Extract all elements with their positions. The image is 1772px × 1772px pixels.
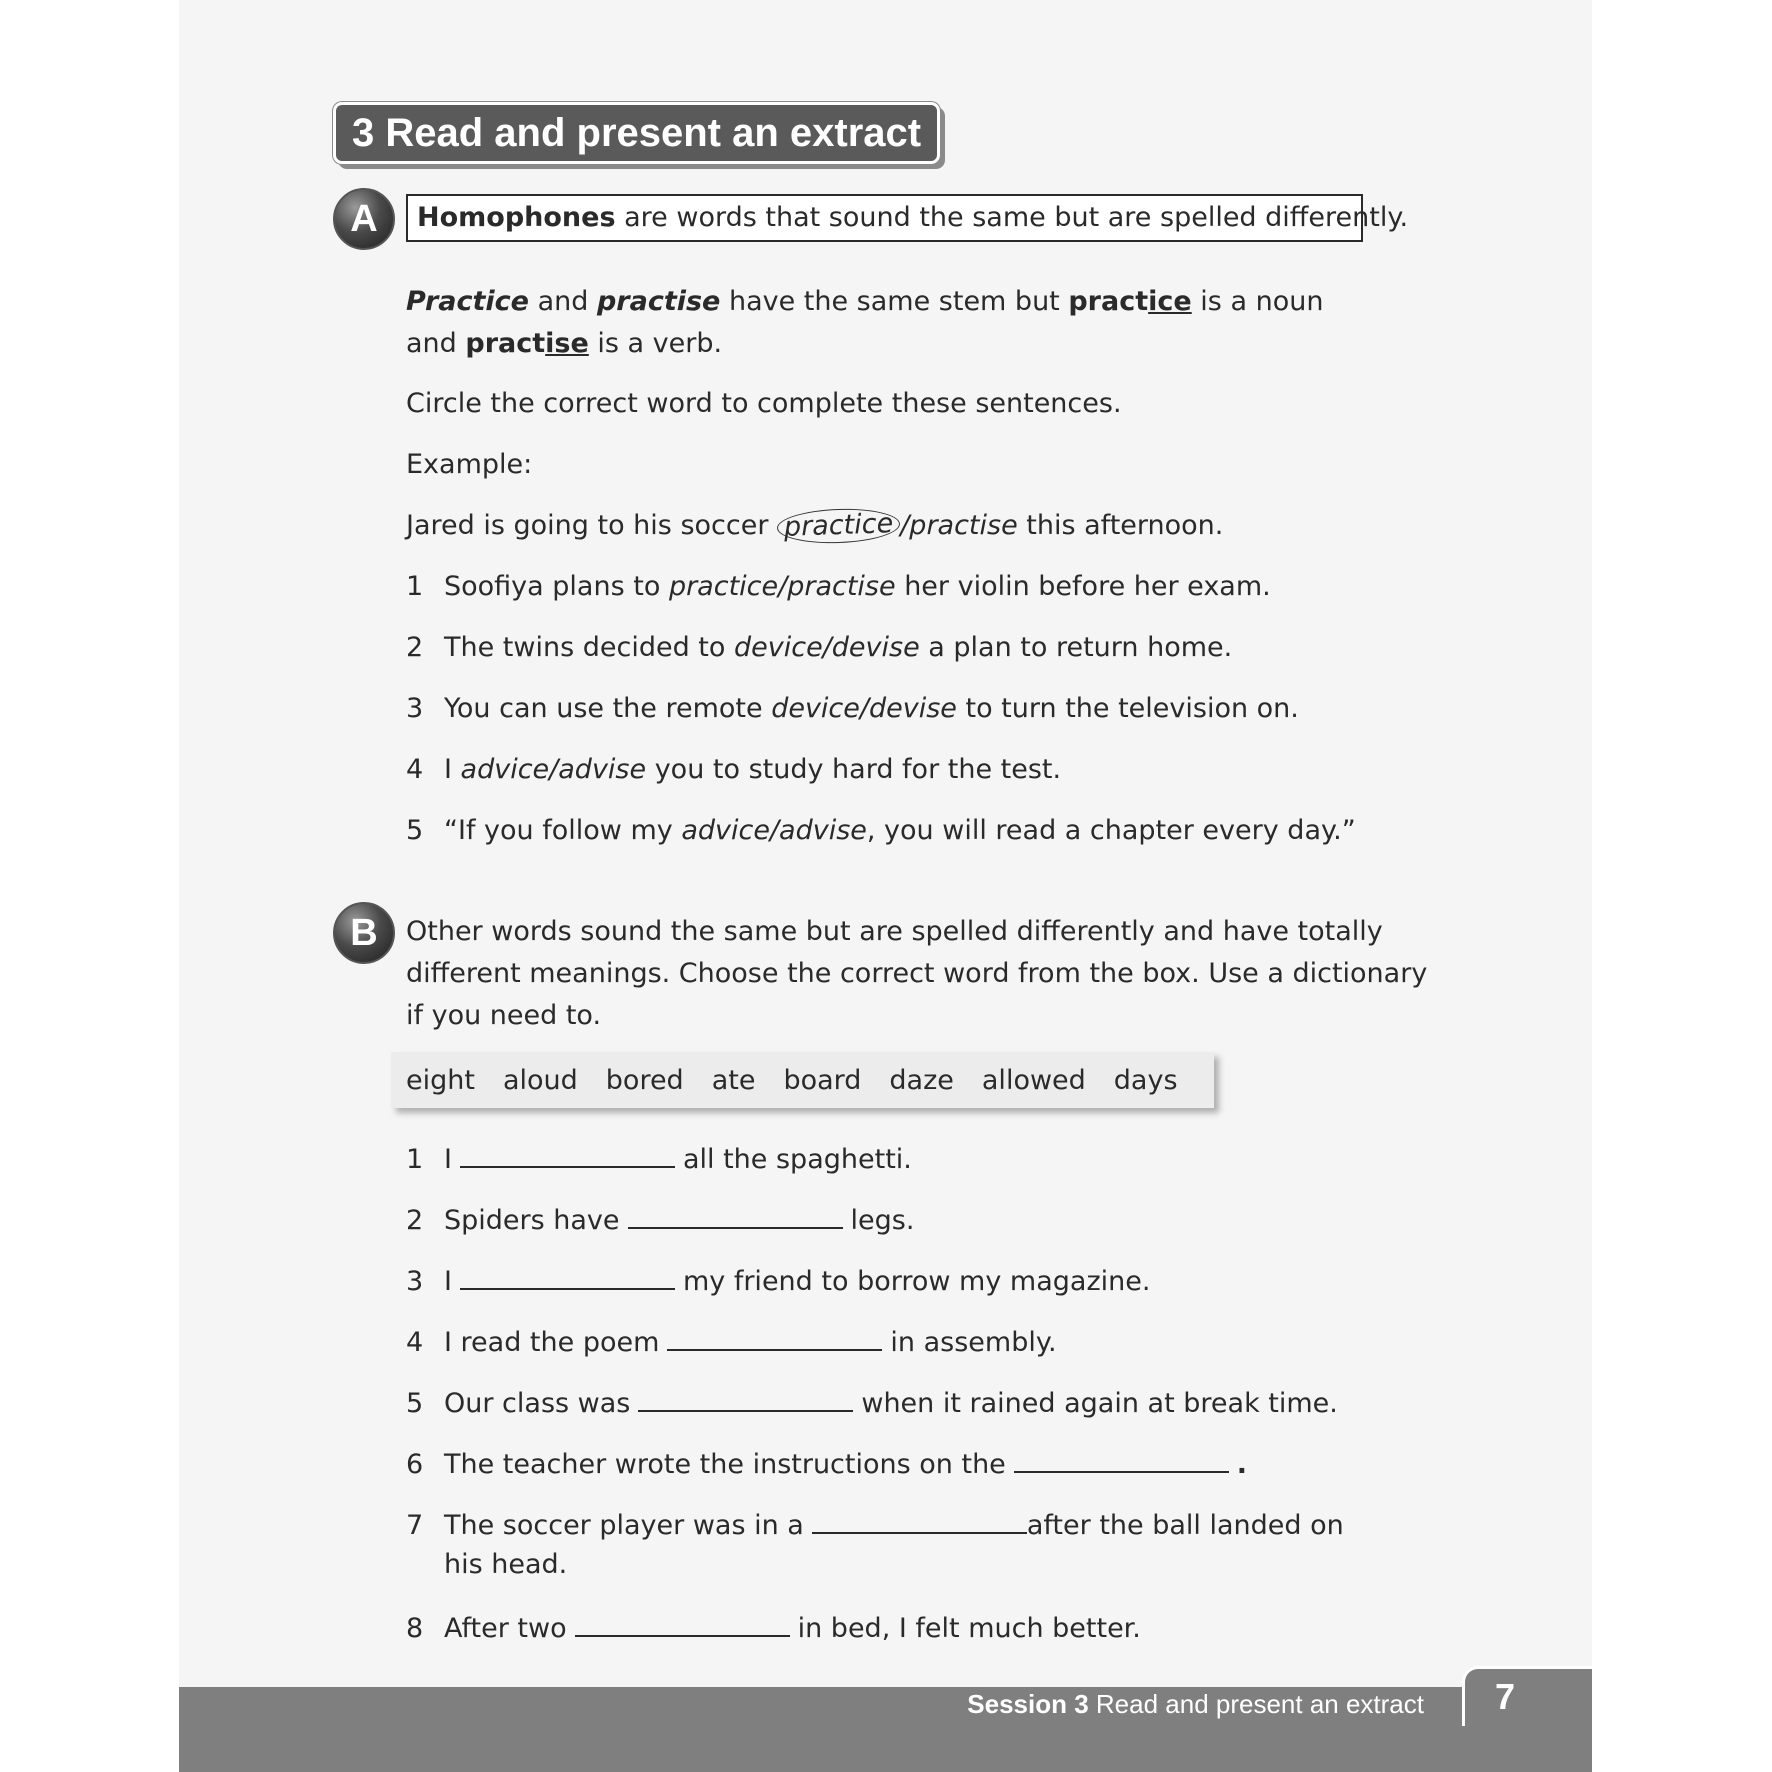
item-text: Our class was (444, 1388, 631, 1419)
word-option: daze (889, 1064, 954, 1096)
definition-box (406, 194, 1409, 242)
list-item (406, 1502, 1344, 1547)
list-item (406, 1258, 1150, 1303)
item-text: to turn the television on. (956, 693, 1299, 724)
verb-ending: ise (545, 328, 589, 359)
list-item (406, 688, 1299, 730)
item-number: 2 (406, 1205, 424, 1236)
word-option: days (1113, 1064, 1178, 1096)
item-number: 6 (406, 1449, 424, 1480)
word-choice[interactable]: advice/advise (681, 815, 867, 846)
word-choice[interactable]: device/devise (734, 632, 920, 663)
item-text: Spiders have (444, 1205, 620, 1236)
word-choice[interactable]: advice/advise (460, 754, 647, 785)
word-practice: Practice (406, 286, 529, 317)
word-option: eight (406, 1064, 475, 1096)
word-practise: practise (596, 286, 721, 317)
list-item (406, 1319, 1057, 1364)
item-text: in assembly. (890, 1327, 1057, 1358)
item-text: The teacher wrote the instructions on the (444, 1449, 1006, 1480)
circled-answer: practice (776, 507, 900, 545)
page-number: 7 (1462, 1666, 1592, 1726)
item-text: I (444, 754, 461, 785)
word-option: bored (605, 1064, 684, 1096)
word-option: allowed (981, 1064, 1086, 1096)
item-text: my friend to borrow my magazine. (682, 1266, 1151, 1297)
intro-line-1 (406, 281, 1323, 323)
intro-text: is a noun (1191, 286, 1324, 317)
answer-blank[interactable] (460, 1258, 675, 1290)
list-item (406, 810, 1356, 852)
item-number: 1 (406, 571, 424, 602)
answer-blank[interactable] (575, 1605, 790, 1637)
item-number: 8 (406, 1613, 424, 1644)
item-text: you to study hard for the test. (646, 754, 1062, 785)
section-b-intro-line: different meanings. Choose the correct word from the box. Use a dictionary (406, 958, 1428, 989)
noun-ending: ice (1148, 286, 1192, 317)
item-number: 5 (406, 815, 424, 846)
item-text: After two (444, 1613, 567, 1644)
item-text: a plan to return home. (919, 632, 1233, 663)
item-text: The soccer player was in a (444, 1510, 804, 1541)
item-text: . (1236, 1449, 1248, 1480)
list-item-continuation: his head. (444, 1549, 568, 1580)
word-option: aloud (502, 1064, 578, 1096)
example-text: Jared is going to his soccer (406, 510, 778, 541)
answer-blank[interactable] (812, 1502, 1027, 1534)
item-text: , you will read a chapter every day.” (866, 815, 1356, 846)
item-text: in bed, I felt much better. (797, 1613, 1141, 1644)
item-number: 2 (406, 632, 424, 663)
intro-text: and (528, 286, 597, 317)
answer-blank[interactable] (638, 1380, 853, 1412)
example-label: Example: (406, 449, 533, 480)
item-number: 3 (406, 693, 424, 724)
intro-line-2 (406, 323, 722, 365)
item-text: Soofiya plans to (444, 571, 669, 602)
word-option: board (783, 1064, 862, 1096)
item-text: after the ball landed on (1026, 1510, 1344, 1541)
item-number: 7 (406, 1510, 424, 1541)
answer-blank[interactable] (1014, 1441, 1229, 1473)
example-text: this afternoon. (1017, 510, 1224, 541)
item-number: 5 (406, 1388, 424, 1419)
list-item (406, 1441, 1247, 1486)
item-text: “If you follow my (444, 815, 682, 846)
list-item (406, 1197, 914, 1242)
item-text: legs. (850, 1205, 915, 1236)
word-option: ate (711, 1064, 756, 1096)
item-number: 4 (406, 1327, 424, 1358)
noun-stem: pract (1068, 286, 1149, 317)
section-b-intro-line: if you need to. (406, 1000, 602, 1031)
session-number: Session 3 (967, 1689, 1089, 1719)
intro-text: have the same stem but (720, 286, 1069, 317)
item-text: all the spaghetti. (682, 1144, 912, 1175)
example-choice: /practise (900, 510, 1018, 541)
definition-text: are words that sound the same but are spelled differently. (615, 202, 1409, 233)
section-b-intro-line: Other words sound the same but are spelled differently and have totally (406, 916, 1383, 947)
answer-blank[interactable] (667, 1319, 882, 1351)
page-title: 3 Read and present an extract (333, 102, 940, 164)
item-text: when it rained again at break time. (861, 1388, 1338, 1419)
example-sentence (406, 505, 1223, 547)
word-choice[interactable]: device/devise (771, 693, 957, 724)
answer-blank[interactable] (628, 1197, 843, 1229)
workbook-page (179, 0, 1592, 1772)
list-item (406, 749, 1061, 791)
item-number: 3 (406, 1266, 424, 1297)
intro-text: and (406, 328, 466, 359)
verb-stem: pract (465, 328, 546, 359)
item-number: 1 (406, 1144, 424, 1175)
word-box (391, 1052, 1214, 1108)
list-item (406, 1380, 1338, 1425)
item-text: I (444, 1144, 452, 1175)
item-text: You can use the remote (444, 693, 772, 724)
item-number: 4 (406, 754, 424, 785)
section-b-badge: B (333, 902, 395, 964)
list-item (406, 1605, 1141, 1650)
footer-session-label (967, 1686, 1424, 1722)
list-item (406, 566, 1271, 608)
definition-term: Homophones (417, 202, 616, 233)
list-item (406, 1136, 912, 1181)
item-text: I read the poem (444, 1327, 660, 1358)
intro-text: is a verb. (588, 328, 723, 359)
list-item (406, 627, 1232, 669)
item-text: I (444, 1266, 452, 1297)
item-text: The twins decided to (444, 632, 734, 663)
word-choice[interactable]: practice/practise (668, 571, 896, 602)
instruction-text: Circle the correct word to complete these sentences. (406, 388, 1122, 419)
section-a-badge: A (333, 188, 395, 250)
item-text: her violin before her exam. (895, 571, 1271, 602)
session-title: Read and present an extract (1088, 1689, 1424, 1719)
answer-blank[interactable] (460, 1136, 675, 1168)
